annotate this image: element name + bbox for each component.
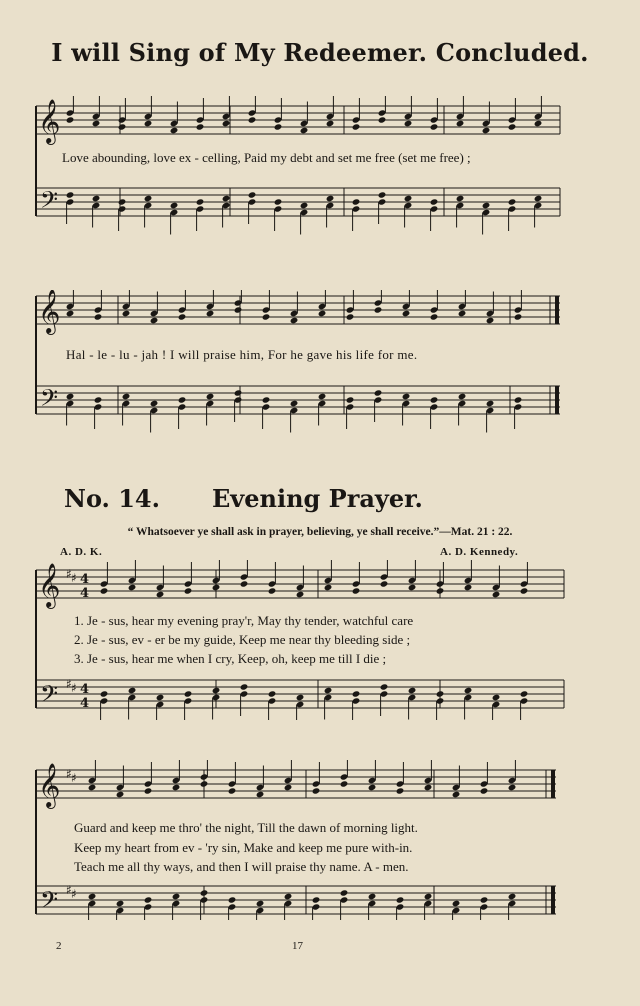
note-head (92, 195, 101, 202)
note-head (514, 396, 523, 403)
note-head (144, 787, 153, 794)
note-head (514, 313, 523, 320)
note-head (436, 587, 445, 594)
note-head (464, 584, 473, 591)
note-head (256, 791, 265, 798)
note-head (508, 123, 517, 130)
note-head (200, 889, 209, 896)
note-head (492, 591, 501, 598)
note-head (300, 202, 309, 209)
note-head (234, 389, 243, 396)
svg-text:𝄢: 𝄢 (40, 680, 59, 713)
note-head (508, 198, 517, 205)
note-head (116, 791, 125, 798)
note-head (424, 893, 433, 900)
note-head (424, 784, 433, 791)
note-head (66, 116, 75, 123)
concluded-heading: I will Sing of My Redeemer. Concluded. (51, 38, 589, 67)
note-head (290, 400, 299, 407)
note-head (346, 396, 355, 403)
note-head (228, 787, 237, 794)
lyric-verse-1-b: Guard and keep me thro' the night, Till the dawn of morning light. (74, 820, 418, 835)
note-head (312, 896, 321, 903)
footer-left-mark: 2 (56, 940, 62, 952)
note-head (100, 690, 109, 697)
note-head (452, 791, 461, 798)
note-head (486, 400, 495, 407)
note-head (172, 784, 181, 791)
note-head (378, 116, 387, 123)
note-head (402, 393, 411, 400)
note-head (172, 893, 181, 900)
note-head (352, 198, 361, 205)
svg-text:𝄞: 𝄞 (38, 99, 61, 143)
note-head (196, 198, 205, 205)
note-head (66, 310, 75, 317)
lyric-verse-3-a: 3. Je - sus, hear me when I cry, Keep, oh, keep me till I die ; (74, 651, 387, 666)
note-head (178, 313, 187, 320)
note-head (324, 584, 333, 591)
svg-text:♯: ♯ (71, 887, 77, 901)
note-head (456, 120, 465, 127)
note-head (456, 195, 465, 202)
note-head (326, 120, 335, 127)
note-head (324, 687, 333, 694)
music-system-2 (0, 290, 640, 440)
note-head (156, 591, 165, 598)
note-head (300, 127, 309, 134)
note-head (150, 400, 159, 407)
note-head (284, 893, 293, 900)
lyric-verse-1-a: 1. Je - sus, hear my evening pray'r, May thy tender, watchful care (74, 613, 414, 628)
note-head (408, 687, 417, 694)
note-head (268, 690, 277, 697)
note-head (380, 683, 389, 690)
svg-text:4: 4 (80, 586, 90, 601)
svg-text:4: 4 (80, 696, 90, 711)
lyric-verse-2-b: Keep my heart from ev - 'ry sin, Make and keep me pure with-in. (74, 840, 413, 855)
note-head (430, 123, 439, 130)
note-head (396, 787, 405, 794)
note-head (430, 396, 439, 403)
note-head (534, 195, 543, 202)
note-head (144, 195, 153, 202)
note-head (340, 889, 349, 896)
note-head (520, 587, 529, 594)
note-head (222, 120, 231, 127)
note-head (184, 587, 193, 594)
note-head (94, 396, 103, 403)
svg-text:♯: ♯ (71, 681, 77, 695)
note-head (262, 396, 271, 403)
system-4-bass-notes (88, 889, 517, 920)
svg-text:𝄞: 𝄞 (38, 290, 61, 333)
note-head (156, 694, 165, 701)
svg-text:𝄢: 𝄢 (40, 886, 59, 919)
note-head (262, 313, 271, 320)
svg-text:♯: ♯ (71, 571, 77, 585)
note-head (118, 198, 127, 205)
svg-text:𝄢: 𝄢 (40, 186, 59, 219)
note-head (368, 784, 377, 791)
note-head (144, 120, 153, 127)
note-head (326, 195, 335, 202)
note-head (290, 317, 299, 324)
words-credit: A. D. K. (60, 546, 103, 558)
note-head (88, 893, 97, 900)
note-head (206, 393, 215, 400)
note-head (482, 202, 491, 209)
note-head (206, 310, 215, 317)
note-head (346, 313, 355, 320)
system-2-bass-notes (66, 389, 523, 432)
note-head (404, 195, 413, 202)
note-head (150, 317, 159, 324)
lyric-verse-2-a: 2. Je - sus, ev - er be my guide, Keep me near thy bleeding side ; (74, 632, 411, 647)
note-head (122, 393, 131, 400)
note-head (374, 389, 383, 396)
scripture-quote: “ Whatsoever ye shall ask in prayer, believing, ye shall receive.”—Mat. 21 : 22. (127, 526, 513, 538)
note-head (480, 787, 489, 794)
note-head (458, 310, 467, 317)
note-head (508, 893, 517, 900)
system-4-treble-notes (88, 760, 517, 798)
note-head (452, 900, 461, 907)
note-head (88, 784, 97, 791)
note-head (482, 127, 491, 134)
note-head (402, 310, 411, 317)
svg-text:𝄞: 𝄞 (38, 763, 61, 807)
footer-page-number: 17 (292, 940, 303, 952)
note-head (340, 780, 349, 787)
note-head (534, 120, 543, 127)
note-head (284, 784, 293, 791)
note-head (118, 123, 127, 130)
svg-text:♯: ♯ (71, 771, 77, 785)
note-head (318, 310, 327, 317)
note-head (212, 687, 221, 694)
svg-text:♯: ♯ (66, 767, 72, 781)
note-head (430, 313, 439, 320)
note-head (508, 784, 517, 791)
svg-text:♯: ♯ (66, 677, 72, 691)
note-head (486, 317, 495, 324)
note-head (352, 587, 361, 594)
note-head (100, 587, 109, 594)
note-head (464, 687, 473, 694)
system-1-treble-notes (66, 96, 543, 134)
svg-text:♯: ♯ (66, 883, 72, 897)
note-head (374, 306, 383, 313)
hymn-title: Evening Prayer. (212, 484, 423, 513)
svg-text:♯: ♯ (66, 567, 72, 581)
note-head (94, 313, 103, 320)
note-head (480, 896, 489, 903)
note-head (380, 580, 389, 587)
note-head (436, 690, 445, 697)
note-head (378, 191, 387, 198)
note-head (128, 584, 137, 591)
note-head (240, 580, 249, 587)
note-head (170, 127, 179, 134)
note-head (116, 900, 125, 907)
note-head (170, 202, 179, 209)
note-head (312, 787, 321, 794)
note-head (396, 896, 405, 903)
note-head (430, 198, 439, 205)
note-head (256, 900, 265, 907)
svg-text:4: 4 (80, 682, 90, 697)
system-3-bass-notes (100, 683, 529, 720)
lyric-concluded-line-1: Love abounding, love ex - celling, Paid my debt and set me free (set me free) ; (62, 150, 471, 165)
note-head (248, 191, 257, 198)
lyric-verse-3-b: Teach me all thy ways, and then I will praise thy name. A - men. (74, 859, 409, 874)
note-head (248, 116, 257, 123)
note-head (178, 396, 187, 403)
system-2-treble-notes (66, 290, 523, 324)
hymn-title-row (64, 484, 584, 516)
note-head (368, 893, 377, 900)
svg-text:𝄢: 𝄢 (40, 384, 59, 417)
note-head (268, 587, 277, 594)
note-head (520, 690, 529, 697)
note-head (296, 694, 305, 701)
note-head (274, 123, 283, 130)
note-head (212, 584, 221, 591)
note-head (234, 306, 243, 313)
note-head (66, 191, 75, 198)
hymn-number: No. 14. (64, 484, 160, 513)
note-head (228, 896, 237, 903)
note-head (318, 393, 327, 400)
note-head (196, 123, 205, 130)
system-3-treble-notes (100, 560, 529, 598)
system-1-bass-notes (66, 191, 543, 234)
note-head (128, 687, 137, 694)
note-head (408, 584, 417, 591)
note-head (240, 683, 249, 690)
note-head (274, 198, 283, 205)
note-head (404, 120, 413, 127)
note-head (492, 694, 501, 701)
note-head (222, 195, 231, 202)
svg-text:𝄞: 𝄞 (38, 563, 61, 607)
music-credit: A. D. Kennedy. (440, 546, 519, 558)
note-head (66, 393, 75, 400)
note-head (296, 591, 305, 598)
note-head (122, 310, 131, 317)
note-head (458, 393, 467, 400)
note-head (200, 780, 209, 787)
note-head (352, 690, 361, 697)
time-sig-top: 4 (80, 572, 90, 587)
lyric-concluded-line-2: Hal - le - lu - jah ! I will praise him, For he gave his life for me. (66, 347, 418, 362)
note-head (144, 896, 153, 903)
music-system-1 (0, 96, 640, 236)
note-head (352, 123, 361, 130)
note-head (184, 690, 193, 697)
note-head (92, 120, 101, 127)
